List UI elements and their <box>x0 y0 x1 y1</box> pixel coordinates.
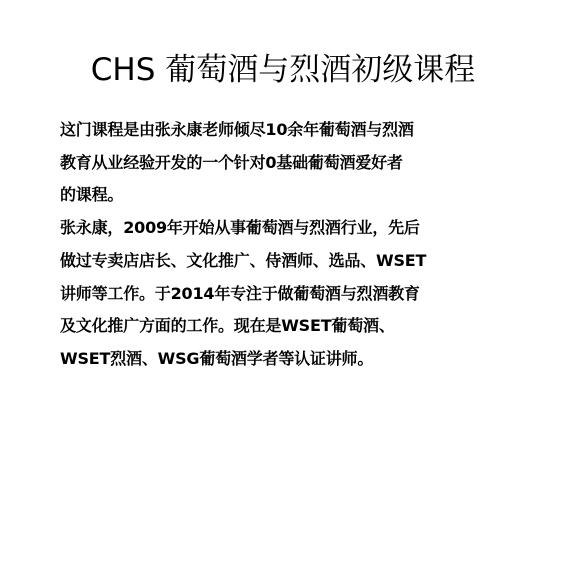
description-line-5: 做过专卖店店长、文化推广、侍酒师、选品、WSET <box>60 250 427 270</box>
description-line-7: 及文化推广方面的工作。现在是WSET葡萄酒、 <box>60 316 395 336</box>
description-line-4: 张永康，2009年开始从事葡萄酒与烈酒行业，先后 <box>60 218 420 238</box>
description-line-3: 的课程。 <box>60 185 124 205</box>
description-line-1: 这门课程是由张永康老师倾尽10余年葡萄酒与烈酒 <box>60 120 414 139</box>
description-line-6: 讲师等工作。于2014年专注于做葡萄酒与烈酒教育 <box>60 283 420 303</box>
course-description <box>60 114 510 376</box>
course-title: CHS 葡萄酒与烈酒初级课程 <box>90 52 476 88</box>
description-line-2: 教育从业经验开发的一个针对0基础葡萄酒爱好者 <box>60 152 403 172</box>
description-line-8: WSET烈酒、WSG葡萄酒学者等认证讲师。 <box>60 348 374 368</box>
